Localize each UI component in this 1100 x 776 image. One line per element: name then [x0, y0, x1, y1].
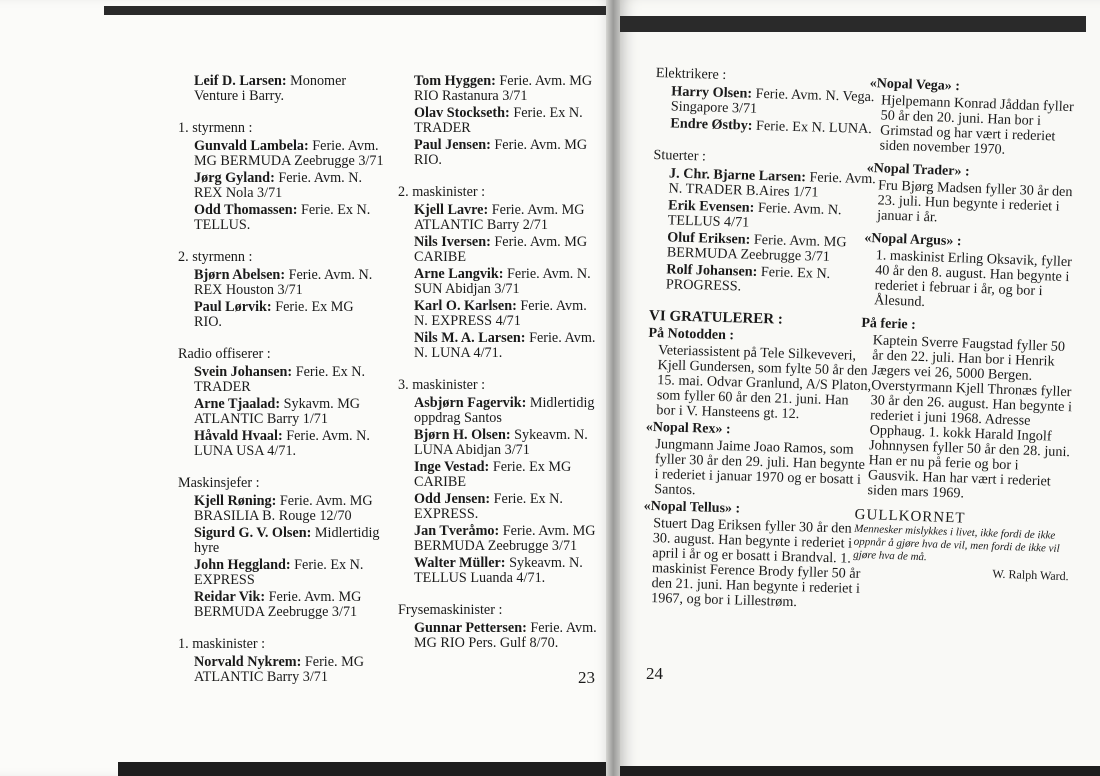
crew-entry	[194, 268, 384, 298]
crew-status: Ferie. Ex MG RIO.	[194, 299, 354, 330]
left-column-1	[178, 74, 384, 702]
crew-entry	[194, 429, 384, 459]
crew-status: Ferie. Avm. N. REX Nola 3/71	[194, 170, 363, 201]
crew-entry	[414, 138, 602, 168]
crew-status: Ferie. MG ATLANTIC Barry 3/71	[194, 654, 364, 685]
crew-status: Midlertidig hyre	[194, 525, 380, 556]
crew-entry	[414, 556, 602, 586]
section-block	[398, 378, 602, 586]
gullkornet-title: GULLKORNET	[854, 506, 966, 527]
crew-status: Midlertidig oppdrag Santos	[414, 395, 595, 426]
crew-status: Ferie. Ex N. EXPRESS	[194, 557, 364, 588]
crew-entry	[414, 203, 602, 233]
crew-status: Ferie. Avm. N. REX Houston 3/71	[194, 267, 373, 298]
crew-entry	[667, 198, 876, 234]
section-block	[654, 66, 880, 137]
crew-entry	[194, 655, 384, 685]
section-block	[178, 637, 384, 685]
crew-name: Leif D. Larsen:	[194, 73, 287, 89]
crew-name: Walter Müller:	[414, 555, 506, 571]
crew-status: Ferie. Avm. MG RIO Pers. Gulf 8/70.	[414, 620, 597, 651]
crew-name: Inge Vestad:	[414, 459, 490, 475]
crew-entry	[194, 300, 384, 330]
section-heading: Elektrikere :	[655, 65, 727, 83]
crew-entry	[414, 524, 602, 554]
congrats-heading: «Nopal Vega» :	[869, 76, 961, 95]
congrats-heading: «Nopal Trader» :	[866, 160, 970, 180]
page-edge-top	[620, 16, 1086, 32]
crew-entry	[194, 171, 384, 201]
crew-entry	[414, 492, 602, 522]
crew-name: Oluf Eriksen:	[666, 229, 751, 248]
section-heading: Radio offiserer :	[178, 346, 271, 362]
crew-status: Ferie. Ex N. EXPRESS.	[414, 491, 563, 522]
crew-status: Ferie. Avm. N. TRADER B.Aires 1/71	[668, 169, 877, 201]
crew-entry	[414, 621, 602, 651]
page-number-right: 24	[646, 664, 663, 683]
right-page	[620, 0, 1100, 776]
crew-entry	[194, 397, 384, 427]
page-edge-top	[104, 6, 612, 15]
crew-name: Erik Evensen:	[667, 197, 755, 216]
crew-status: Ferie. Avm. N. EXPRESS 4/71	[414, 298, 587, 329]
crew-status: Ferie. Avm. MG CARIBE	[414, 234, 588, 265]
crew-name: Harry Olsen:	[671, 83, 753, 102]
crew-status: Sykeavm. N. TELLUS Luanda 4/71.	[414, 555, 583, 586]
crew-status: Sykavm. MG ATLANTIC Barry 1/71	[194, 396, 361, 427]
crew-name: Håvald Hvaal:	[194, 428, 283, 444]
crew-entry	[666, 262, 875, 298]
crew-entry	[194, 203, 384, 233]
gratulerer-text: Jungmann Jaime Joao Ramos, som fyller 30 år den 29. juli. Han begynte i rederiet i januar 1970 og er bosatt i Santos.	[653, 436, 866, 499]
crew-status: Ferie. Avm. MG BERMUDA Zeebrugge 3/71	[666, 231, 847, 265]
crew-status: Ferie. Avm. MG ATLANTIC Barry 2/71	[414, 202, 585, 233]
crew-name: Odd Thomassen:	[194, 202, 298, 218]
section-heading: Stuerter :	[653, 146, 707, 165]
right-column-2	[853, 76, 1086, 584]
gratulerer-heading: «Nopal Rex» :	[645, 419, 731, 438]
crew-entry	[667, 230, 876, 266]
crew-lists	[650, 66, 880, 298]
crew-name: Kjell Lavre:	[414, 202, 489, 218]
crew-entry	[671, 84, 880, 120]
crew-status: Ferie. Ex N. TELLUS.	[194, 202, 371, 233]
crew-status: Ferie. Avm. N. Vega. Singapore 3/71	[670, 85, 875, 117]
section-block	[650, 148, 878, 298]
crew-status: Ferie. Avm. N. LUNA USA 4/71.	[194, 428, 370, 459]
section-block	[178, 74, 384, 104]
crew-name: Paul Jensen:	[414, 137, 491, 153]
crew-entry	[414, 396, 602, 426]
crew-name: Kjell Røning:	[194, 493, 277, 509]
crew-name: Bjørn H. Olsen:	[414, 427, 511, 443]
crew-name: Svein Johansen:	[194, 364, 293, 380]
crew-name: Gunvald Lambela:	[194, 138, 309, 154]
left-column-2	[398, 74, 602, 668]
gullkornet-box	[853, 508, 1071, 584]
crew-name: John Heggland:	[194, 557, 291, 573]
right-column-1	[641, 66, 880, 614]
crew-status: Ferie. Avm. N. LUNA 4/71.	[414, 330, 596, 361]
congrats-text: Fru Bjørg Madsen fyller 30 år den 23. juli. Hun begynte i rederiet i januar i år.	[876, 177, 1073, 226]
congratulations-section	[641, 309, 873, 612]
crew-name: Sigurd G. V. Olsen:	[194, 525, 312, 541]
crew-status: Ferie. Avm. MG RIO.	[414, 137, 588, 168]
congrats-text: Kaptein Sverre Faugstad fyller 50 år den 22. juli. Han bor i Henrik Jægers vei 26, 5000 Bergen. Overstyrmann Kjell Thronæs fyller 30 år den 26. august. Han begynte i rederiet i juni 1968. Adresse Opphaug. 1. kokk Harald Ingolf Johnnysen fyller 50 år den 28. juni. Han er nu på ferie og bor i Gausvik. Han har vært i rederiet siden mars 1969.	[867, 332, 1073, 502]
section-block	[178, 250, 384, 330]
crew-name: Arne Langvik:	[414, 266, 504, 282]
section-block	[178, 121, 384, 233]
crew-status: Ferie. Ex N. TRADER	[414, 105, 583, 136]
gullkornet-author: W. Ralph Ward.	[992, 566, 1069, 584]
crew-status: Ferie. Avm. N. SUN Abidjan 3/71	[414, 266, 591, 297]
crew-name: Asbjørn Fagervik:	[414, 395, 527, 411]
section-heading: 2. styrmenn :	[178, 249, 253, 265]
crew-status: Ferie. Avm. MG RIO Rastanura 3/71	[414, 73, 593, 104]
crew-name: Gunnar Pettersen:	[414, 620, 527, 636]
section-heading: Frysemaskinister :	[398, 602, 503, 618]
section-heading: 3. maskinister :	[398, 377, 486, 393]
crew-status: Ferie. Avm. MG BERMUDA Zeebrugge 3/71	[414, 523, 596, 554]
crew-status: Sykeavm. N. LUNA Abidjan 3/71	[414, 427, 588, 458]
crew-name: Nils Iversen:	[414, 234, 491, 250]
crew-status: Ferie. Avm. MG BRASILIA B. Rouge 12/70	[194, 493, 373, 524]
crew-entry	[194, 365, 384, 395]
crew-name: Olav Stockseth:	[414, 105, 510, 121]
section-heading: Maskinsjefer :	[178, 475, 260, 491]
crew-status: Ferie. Ex N. LUNA.	[755, 117, 873, 138]
crew-entry	[414, 106, 602, 136]
crew-entry	[670, 116, 878, 137]
crew-name: Paul Lørvik:	[194, 299, 272, 315]
gullkornet-quote: Mennesker mislykkes i livet, ikke fordi de ikke oppnår å gjøre hva de vil, men fordi de ikke vil gjøre hva de må.	[853, 522, 1060, 564]
crew-name: Odd Jensen:	[414, 491, 491, 507]
section-block	[398, 74, 602, 168]
crew-entry	[194, 526, 384, 556]
congratulations-continued	[855, 76, 1086, 505]
gratulerer-title: VI GRATULERER :	[648, 307, 784, 328]
crew-entry	[194, 558, 384, 588]
gratulerer-text: Veteriassistent på Tele Silkeveveri, Kjell Gundersen, som fylte 50 år den 15. mai. Odvar Granlund, A/S Platon, som fyller 60 år den 21. juni. Han bor i V. Hansteens gt. 12.	[656, 342, 872, 423]
section-heading: 1. styrmenn :	[178, 120, 253, 136]
crew-status: Ferie. Ex N. TRADER	[194, 364, 366, 395]
congrats-text: 1. maskinist Erling Oksavik, fyller 40 år den 8. august. Han begynte i rederiet i februar i år, og bor i Ålesund.	[873, 247, 1073, 311]
congrats-text: Hjelpemann Konrad Jåddan fyller 50 år den 20. juni. Han bor i Grimstad og har vært i rederiet siden november 1970.	[879, 92, 1074, 158]
crew-name: Jan Tveråmo:	[414, 523, 500, 539]
congrats-heading: På ferie :	[861, 315, 917, 333]
crew-status: Monomer Venture i Barry.	[194, 73, 347, 104]
section-block	[178, 476, 384, 620]
section-heading: 2. maskinister :	[398, 184, 486, 200]
page-number-left: 23	[578, 668, 595, 687]
crew-name: Bjørn Abelsen:	[194, 267, 286, 283]
crew-entry	[414, 331, 602, 361]
crew-name: Reidar Vik:	[194, 589, 266, 605]
crew-name: Arne Tjaalad:	[194, 396, 281, 412]
crew-entry	[414, 235, 602, 265]
crew-name: Tom Hyggen:	[414, 73, 496, 89]
crew-entry	[194, 139, 384, 169]
crew-name: Norvald Nykrem:	[194, 654, 302, 670]
crew-name: Endre Østby:	[670, 115, 753, 134]
crew-entry	[414, 460, 602, 490]
crew-status: Ferie. Avm. MG BERMUDA Zeebrugge 3/71	[194, 589, 362, 620]
section-block	[178, 347, 384, 459]
crew-entry	[414, 428, 602, 458]
gratulerer-heading: På Notodden :	[648, 325, 735, 344]
crew-name: Karl O. Karlsen:	[414, 298, 517, 314]
crew-entry	[414, 267, 602, 297]
crew-entry	[194, 494, 384, 524]
crew-entry	[194, 590, 384, 620]
crew-status: Ferie. Avm. MG BERMUDA Zeebrugge 3/71	[194, 138, 384, 169]
crew-name: Rolf Johansen:	[666, 261, 758, 280]
congrats-heading: «Nopal Argus» :	[864, 230, 962, 250]
section-heading: 1. maskinister :	[178, 636, 266, 652]
section-block	[398, 603, 602, 651]
crew-entry	[414, 74, 602, 104]
crew-name: Jørg Gyland:	[194, 170, 275, 186]
crew-status: Ferie. Ex N. PROGRESS.	[665, 264, 831, 295]
crew-name: Nils M. A. Larsen:	[414, 330, 526, 346]
crew-name: J. Chr. Bjarne Larsen:	[668, 165, 807, 186]
gratulerer-heading: «Nopal Tellus» :	[643, 498, 741, 517]
page-edge-bottom	[620, 766, 1100, 776]
page-edge-bottom	[118, 762, 612, 776]
crew-status: Ferie. Avm. N. TELLUS 4/71	[667, 199, 842, 231]
crew-entry	[194, 74, 384, 104]
crew-entry	[668, 166, 877, 202]
section-block	[398, 185, 602, 361]
gratulerer-text: Stuert Dag Eriksen fyller 30 år den 30. august. Han begynte i rederiet i april i år og er bosatt i Brandval. 1. maskinist Ference Brody fyller 50 år den 21. juni. Han begynte i rederiet i 1967, og bor i Lillestrøm.	[650, 515, 861, 611]
crew-status: Ferie. Ex MG CARIBE	[414, 459, 572, 490]
crew-entry	[414, 299, 602, 329]
